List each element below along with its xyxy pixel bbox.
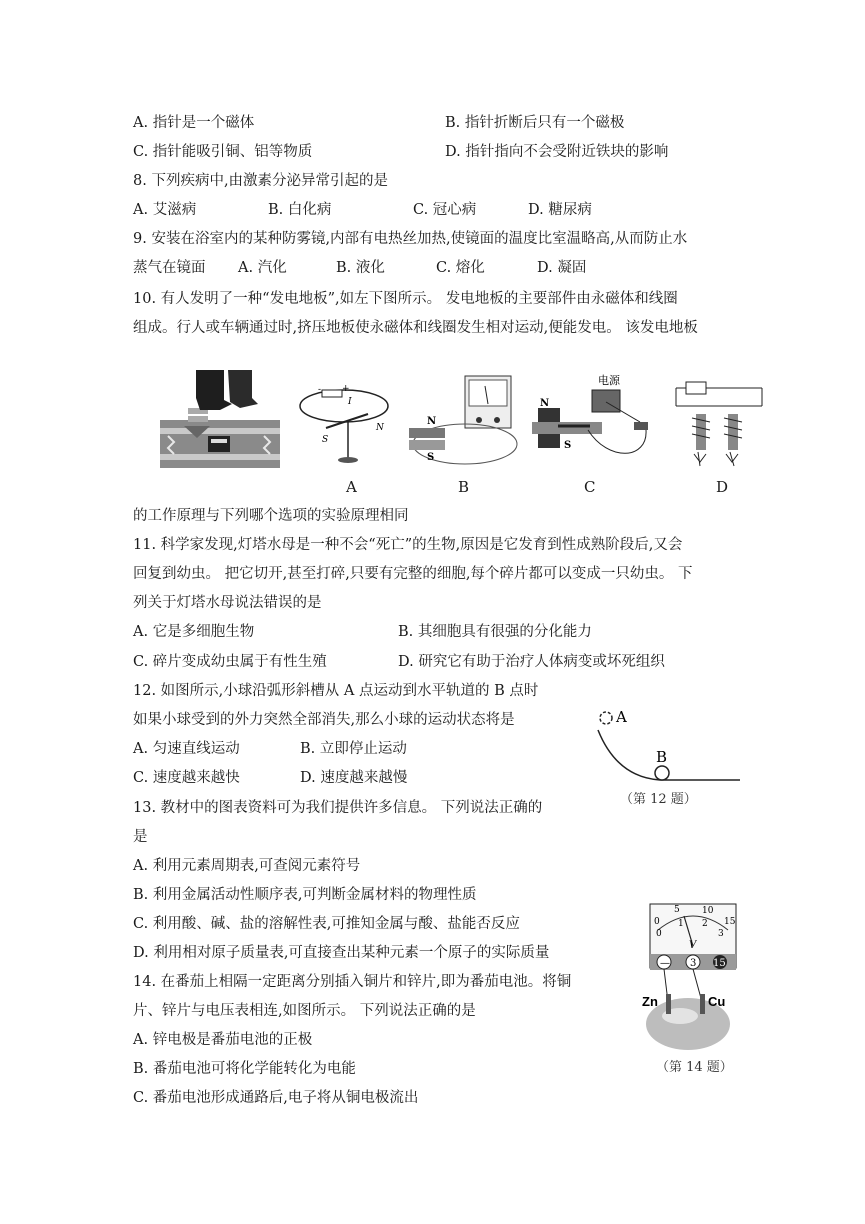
q11-option-c: C. 碎片变成幼虫属于有性生殖 <box>133 654 327 670</box>
meter-unit: V <box>689 940 697 951</box>
q11-option-a: A. 它是多细胞生物 <box>133 624 255 640</box>
meter-bottom-0: 0 <box>656 929 662 939</box>
q8-option-a: A. 艾滋病 <box>133 202 197 218</box>
q12-figure-curved-track <box>590 702 745 784</box>
figure-b-galvanometer <box>405 372 520 468</box>
q13-option-a: A. 利用元素周期表,可查阅元素符号 <box>133 858 361 874</box>
q13-line2: 是 <box>133 829 148 845</box>
floor-generator-figure <box>160 368 280 473</box>
figure-label-c: C <box>584 478 596 496</box>
meter-bottom-2: 2 <box>702 919 708 929</box>
fig-a-s-pole: S <box>322 435 329 445</box>
meter-top-10: 10 <box>702 906 714 916</box>
terminal-negative: — <box>660 958 670 969</box>
q12-option-c: C. 速度越来越快 <box>133 770 240 786</box>
fig-c-s-pole: S <box>564 440 572 451</box>
q9-line2: 蒸气在镜面 <box>133 260 206 276</box>
q14-option-c: C. 番茄电池形成通路后,电子将从铜电极流出 <box>133 1090 419 1106</box>
fig-c-power-label: 电源 <box>598 374 620 387</box>
q14-line1: 14. 在番茄上相隔一定距离分别插入铜片和锌片,即为番茄电池。将铜 <box>133 974 572 990</box>
q12-point-a: A <box>616 708 627 726</box>
q7-option-d: D. 指针指向不会受附近铁块的影响 <box>445 144 669 160</box>
fig-a-plus: + <box>342 384 350 394</box>
q11-line3: 列关于灯塔水母说法错误的是 <box>133 595 322 611</box>
q10-line3: 的工作原理与下列哪个选项的实验原理相同 <box>133 508 409 524</box>
q13-option-b: B. 利用金属活动性顺序表,可判断金属材料的物理性质 <box>133 887 477 903</box>
figure-a-wire-loop <box>296 380 396 468</box>
q13-line1: 13. 教材中的图表资料可为我们提供许多信息。 下列说法正确的 <box>133 800 543 816</box>
q13-option-c: C. 利用酸、碱、盐的溶解性表,可推知金属与酸、盐能否反应 <box>133 916 520 932</box>
q11-line2: 回复到幼虫。 把它切开,甚至打碎,只要有完整的细胞,每个碎片都可以变成一只幼虫。 下 <box>133 566 693 582</box>
figure-d-electromagnets <box>670 376 770 472</box>
q14-caption: （第 14 题） <box>656 1060 733 1075</box>
q9-line1: 9. 安装在浴室内的某种防雾镜,内部有电热丝加热,使镜面的温度比室温略高,从而防止水 <box>133 231 688 247</box>
q12-option-a: A. 匀速直线运动 <box>133 741 240 757</box>
meter-bottom-1: 1 <box>678 919 684 929</box>
q9-option-b: B. 液化 <box>336 260 385 276</box>
meter-top-15: 15 <box>724 917 736 927</box>
figure-label-a: A <box>346 478 357 496</box>
fig-b-n-pole: N <box>427 416 437 427</box>
terminal-15: 15 <box>713 958 726 969</box>
q12-option-b: B. 立即停止运动 <box>300 741 407 757</box>
q14-figure-tomato-battery <box>640 902 740 1052</box>
q9-option-c: C. 熔化 <box>436 260 485 276</box>
q11-line1: 11. 科学家发现,灯塔水母是一种不会“死亡”的生物,原因是它发育到性成熟阶段后,又会 <box>133 537 683 553</box>
meter-bottom-3: 3 <box>718 929 724 939</box>
fig-b-s-pole: S <box>427 452 435 463</box>
fig-c-n-pole: N <box>540 398 550 409</box>
q13-option-d: D. 利用相对原子质量表,可直接查出某种元素一个原子的实际质量 <box>133 945 550 961</box>
q8-stem: 8. 下列疾病中,由激素分泌异常引起的是 <box>133 173 389 189</box>
zn-label: Zn <box>642 994 658 1009</box>
q8-option-d: D. 糖尿病 <box>528 202 592 218</box>
q10-line1: 10. 有人发明了一种“发电地板”,如左下图所示。 发电地板的主要部件由永磁体和线圈 <box>133 291 678 307</box>
figure-c-motor <box>528 372 658 468</box>
q11-option-d: D. 研究它有助于治疗人体病变或坏死组织 <box>398 654 665 670</box>
q9-option-d: D. 凝固 <box>537 260 587 276</box>
q9-option-a: A. 汽化 <box>238 260 287 276</box>
figure-label-b: B <box>458 478 470 496</box>
meter-top-5: 5 <box>674 905 680 915</box>
q7-option-a: A. 指针是一个磁体 <box>133 115 255 131</box>
q8-option-b: B. 白化病 <box>268 202 332 218</box>
q12-caption: （第 12 题） <box>620 792 697 807</box>
q8-option-c: C. 冠心病 <box>413 202 477 218</box>
meter-top-0: 0 <box>654 917 660 927</box>
figure-label-d: D <box>716 478 729 496</box>
cu-label: Cu <box>708 994 726 1009</box>
q12-line2: 如果小球受到的外力突然全部消失,那么小球的运动状态将是 <box>133 712 515 728</box>
terminal-3: 3 <box>690 958 697 969</box>
q12-line1: 12. 如图所示,小球沿弧形斜槽从 A 点运动到水平轨道的 B 点时 <box>133 683 539 699</box>
fig-a-minus: - <box>318 385 322 395</box>
q14-line2: 片、锌片与电压表相连,如图所示。 下列说法正确的是 <box>133 1003 476 1019</box>
q7-option-c: C. 指针能吸引铜、铝等物质 <box>133 144 313 160</box>
q12-option-d: D. 速度越来越慢 <box>300 770 408 786</box>
q11-option-b: B. 其细胞具有很强的分化能力 <box>398 624 592 640</box>
q14-option-a: A. 锌电极是番茄电池的正极 <box>133 1032 313 1048</box>
q10-line2: 组成。行人或车辆通过时,挤压地板使永磁体和线圈发生相对运动,便能发电。 该发电地板 <box>133 320 698 336</box>
fig-a-current: I <box>348 397 352 407</box>
q14-option-b: B. 番茄电池可将化学能转化为电能 <box>133 1061 356 1077</box>
fig-a-n-pole: N <box>376 423 384 433</box>
q12-point-b: B <box>656 748 668 766</box>
q7-option-b: B. 指针折断后只有一个磁极 <box>445 115 625 131</box>
